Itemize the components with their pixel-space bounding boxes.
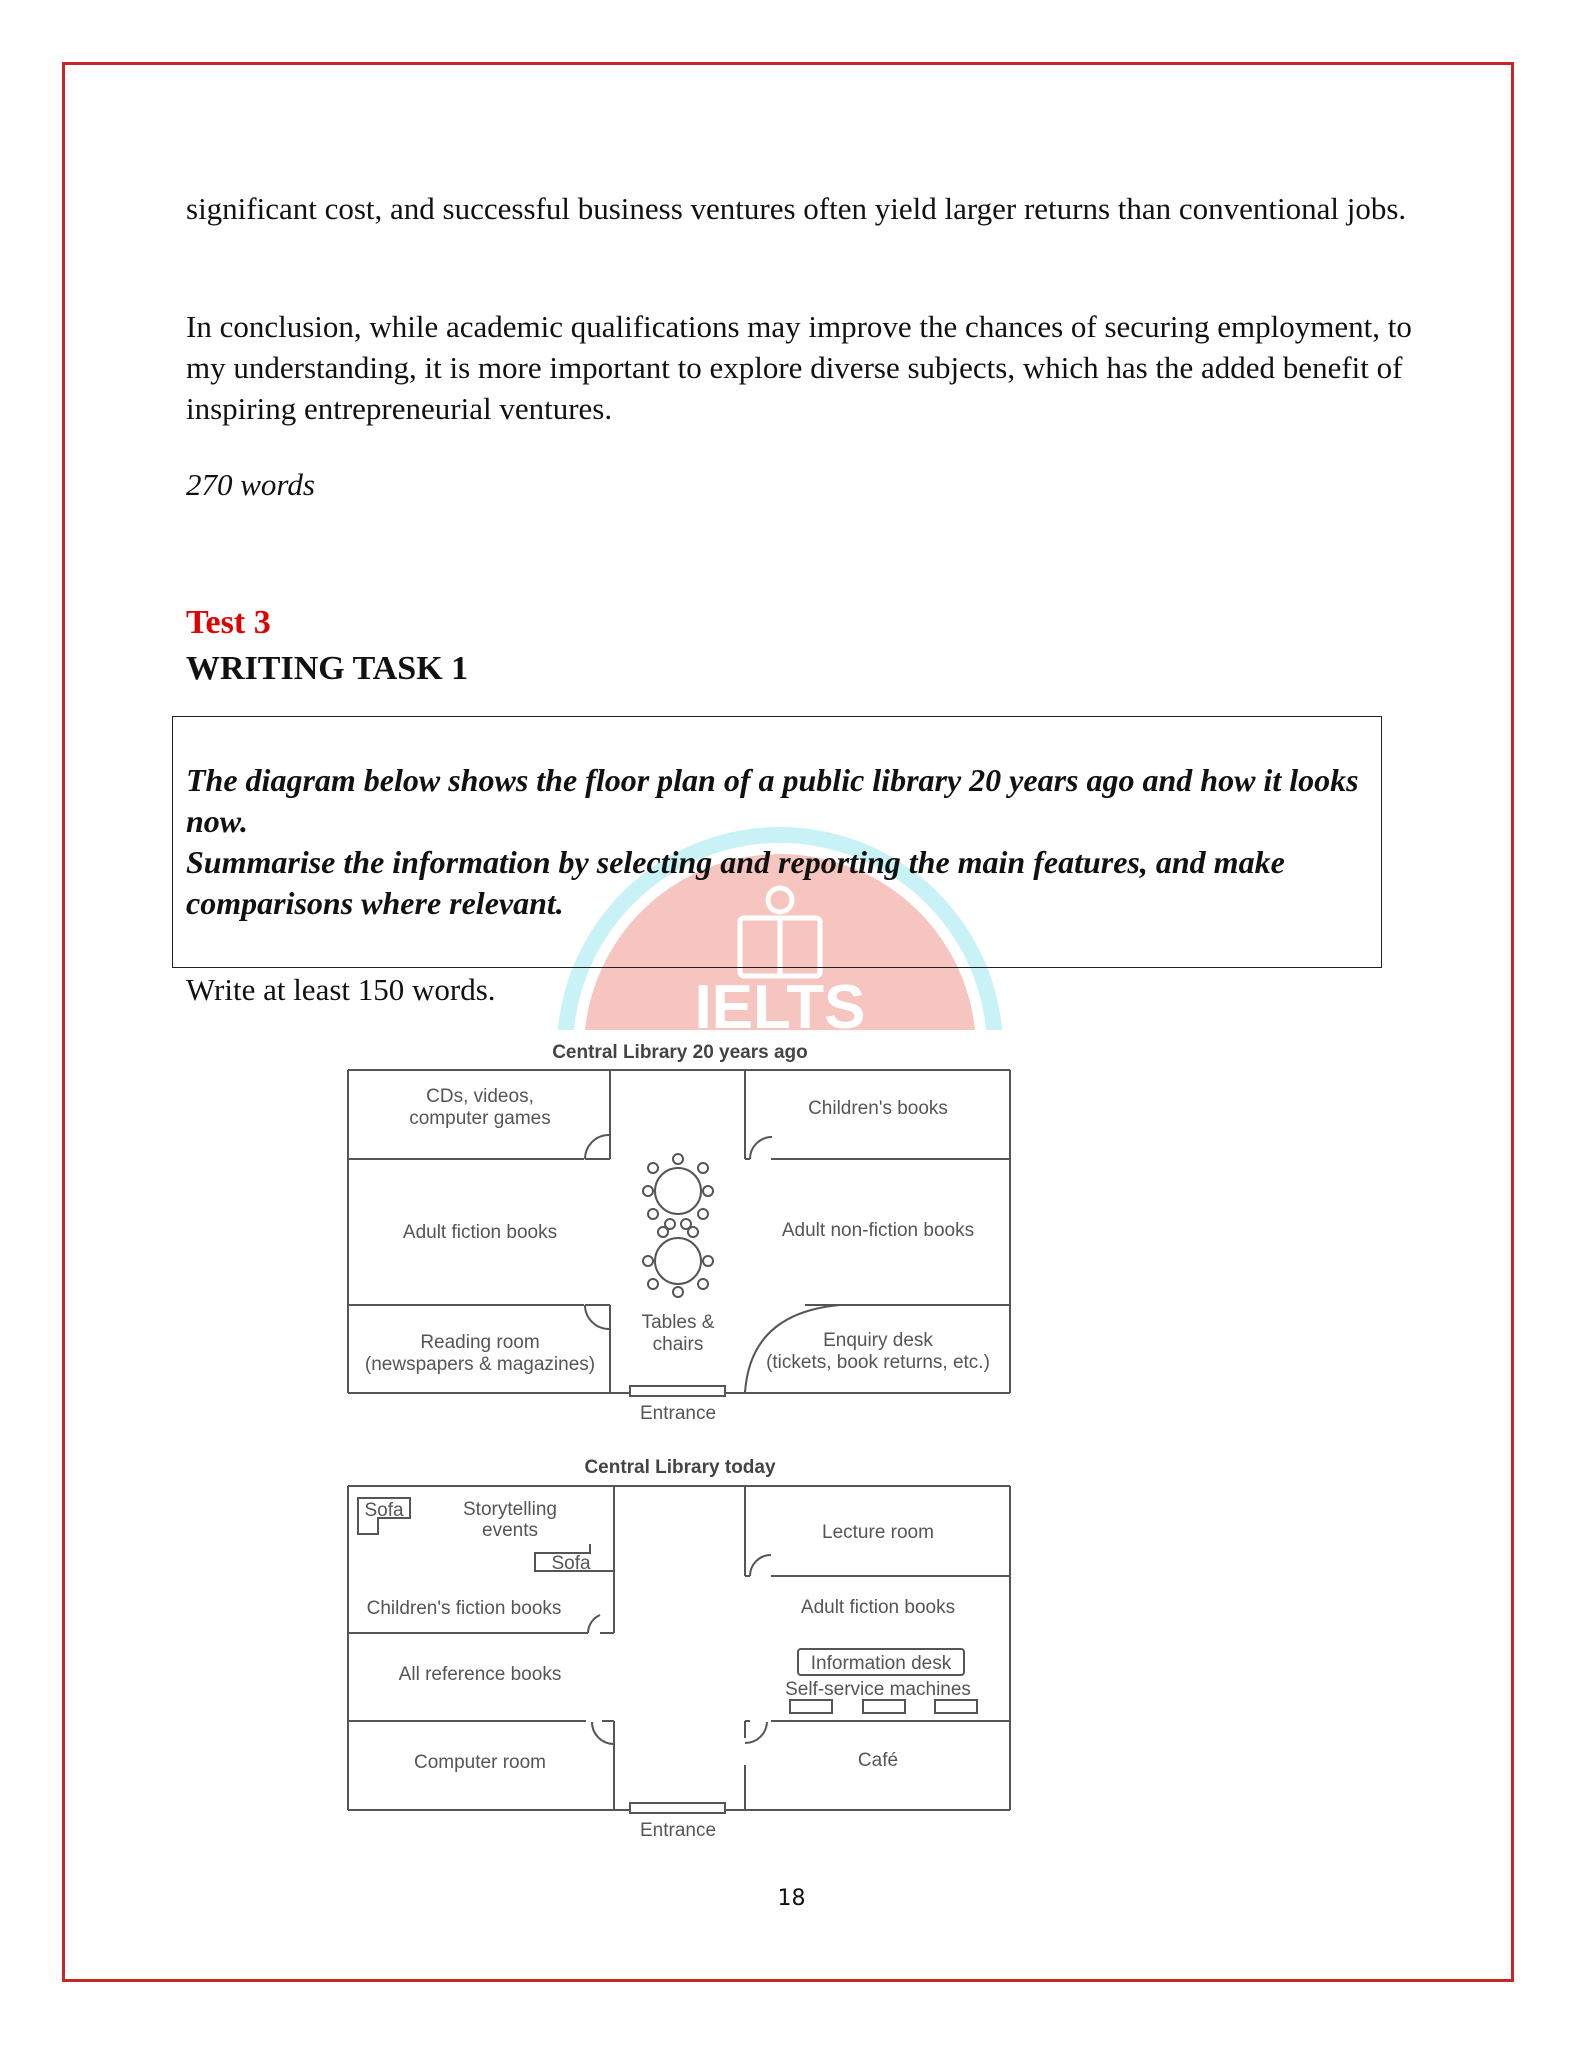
prompt-text [186, 760, 1366, 924]
past-chairs-label: chairs [652, 1334, 704, 1355]
test-title: Test 3 [186, 604, 271, 641]
today-adult-fiction-label: Adult fiction books [800, 1597, 956, 1618]
past-reading-label: Reading room [420, 1332, 540, 1353]
past-enquiry-sub-label: (tickets, book returns, etc.) [766, 1352, 990, 1373]
watermark-text: IELTS [694, 973, 866, 1030]
today-lecture-label: Lecture room [822, 1522, 934, 1543]
today-childrens-fiction-label: Children's fiction books [366, 1598, 562, 1619]
word-count: 270 words [186, 467, 315, 502]
past-adult-fiction-label: Adult fiction books [402, 1222, 558, 1243]
today-events-label: events [482, 1520, 538, 1541]
prompt-line-1: The diagram below shows the floor plan of a public library 20 years ago and how it looks now. [186, 762, 1359, 839]
today-plan-title: Central Library today [584, 1457, 776, 1478]
past-entrance-label: Entrance [639, 1403, 717, 1424]
today-self-service-label: Self-service machines [785, 1679, 971, 1700]
today-information-label: Information desk [810, 1653, 952, 1674]
past-childrens-label: Children's books [808, 1098, 948, 1119]
essay-conclusion: In conclusion, while academic qualifications may improve the chances of securing employment, to my understanding, it is more important to explore diverse subjects, which has the added benefit of inspiring entrepreneurial ventures. [186, 309, 1412, 426]
today-sofa-1-label: Sofa [364, 1500, 404, 1521]
word-instruction: Write at least 150 words. [186, 972, 496, 1007]
today-computer-label: Computer room [414, 1752, 546, 1773]
prompt-line-2: Summarise the information by selecting and reporting the main features, and make comparisons where relevant. [186, 844, 1285, 921]
page-number: 18 [777, 1886, 806, 1911]
past-reading-sub-label: (newspapers & magazines) [364, 1354, 596, 1375]
past-cds-label: CDs, videos, [426, 1086, 534, 1107]
past-enquiry-label: Enquiry desk [823, 1330, 933, 1351]
essay-continuation: significant cost, and successful business ventures often yield larger returns than conventional jobs. [186, 191, 1407, 226]
task-title: WRITING TASK 1 [186, 650, 469, 687]
today-entrance-label: Entrance [639, 1820, 717, 1838]
floor-plan-diagrams [330, 1038, 1030, 1843]
past-plan-title: Central Library 20 years ago [552, 1042, 808, 1063]
past-games-label: computer games [409, 1108, 551, 1129]
past-tables-label: Tables & [641, 1312, 715, 1333]
today-reference-label: All reference books [398, 1664, 562, 1685]
today-cafe-label: Café [857, 1750, 899, 1771]
today-storytelling-label: Storytelling [463, 1499, 557, 1520]
today-sofa-2-label: Sofa [551, 1553, 591, 1574]
past-adult-nonfiction-label: Adult non-fiction books [781, 1220, 975, 1241]
